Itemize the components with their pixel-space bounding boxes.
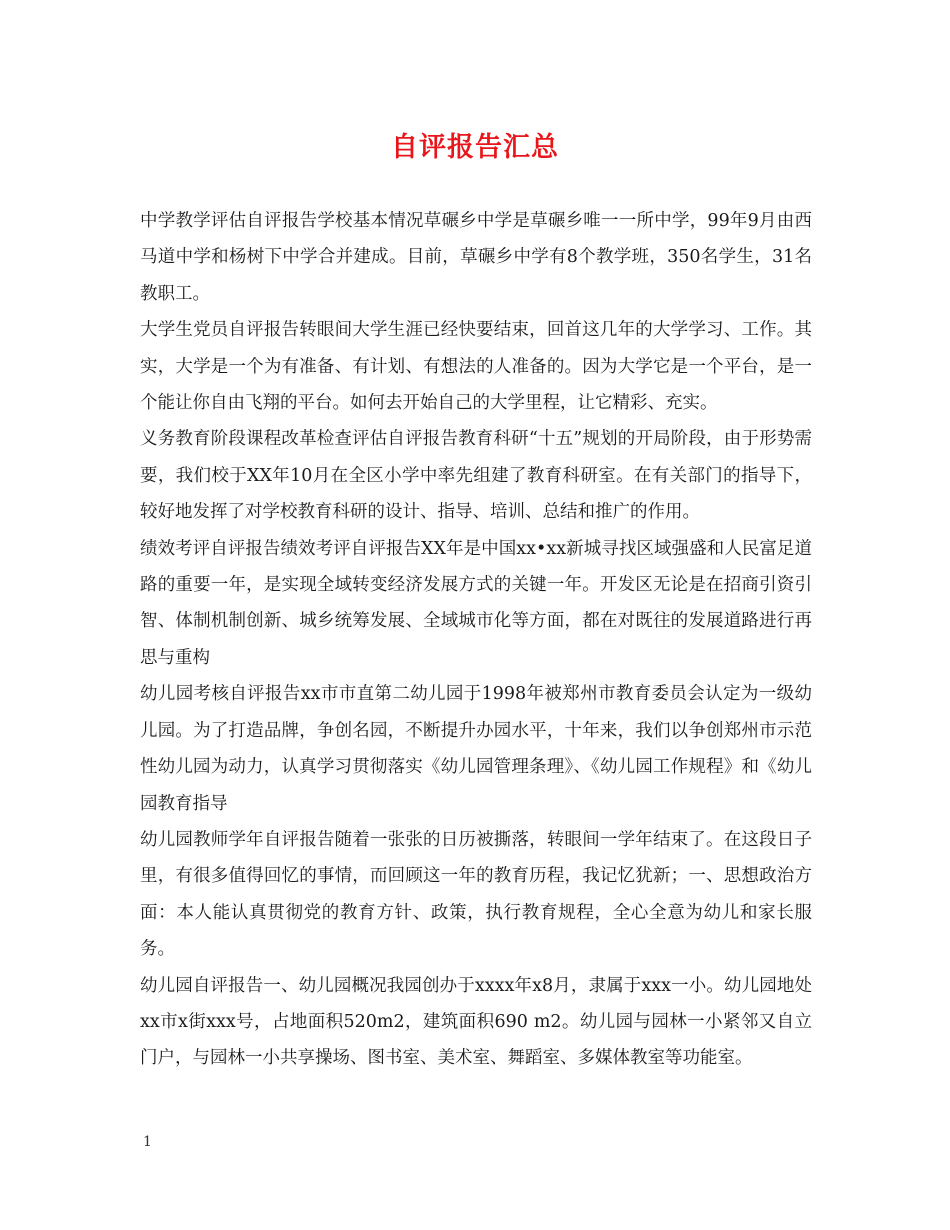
paragraph-kindergarten-assessment: 幼儿园考核自评报告xx市市直第二幼儿园于1998年被郑州市教育委员会认定为一级幼儿园。为了打造品牌，争创名园，不断提升办园水平，十年来，我们以争创郑州市示范性幼儿园为动力，认真学习贯彻落实《幼儿园管理条理》、《幼儿园工作规程》和《幼儿园教育指导 bbox=[140, 684, 812, 814]
document-body bbox=[140, 203, 812, 1077]
paragraph-student-party-member: 大学生党员自评报告转眼间大学生涯已经快要结束，回首这几年的大学学习、工作。其实，大学是一个为有准备、有计划、有想法的人准备的。因为大学它是一个平台，是一个能让你自由飞翔的平台。如何去开始自己的大学里程，让它精彩、充实。 bbox=[140, 320, 812, 414]
page-number: 1 bbox=[143, 1134, 152, 1150]
document-title: 自评报告汇总 bbox=[391, 132, 559, 163]
paragraph-curriculum-reform: 义务教育阶段课程改革检查评估自评报告教育科研“十五”规划的开局阶段，由于形势需要，我们校于XX年10月在全区小学中率先组建了教育科研室。在有关部门的指导下，较好地发挥了对学校教育科研的设计、指导、培训、总结和推广的作用。 bbox=[140, 429, 812, 523]
paragraph-middle-school-evaluation: 中学教学评估自评报告学校基本情况草碾乡中学是草碾乡唯一一所中学，99年9月由西马道中学和杨树下中学合并建成。目前，草碾乡中学有8个教学班，350名学生，31名教职工。 bbox=[140, 211, 812, 304]
paragraph-performance-evaluation: 绩效考评自评报告绩效考评自评报告XX年是中国xx•xx新城寻找区域强盛和人民富足道路的重要一年，是实现全域转变经济发展方式的关键一年。开发区无论是在招商引资引智、体制机制创新、城乡统筹发展、全域城市化等方面，都在对既往的发展道路进行再思与重构 bbox=[140, 538, 812, 668]
paragraph-kindergarten-teacher: 幼儿园教师学年自评报告随着一张张的日历被撕落，转眼间一学年结束了。在这段日子里，有很多值得回忆的事情，而回顾这一年的教育历程，我记忆犹新；一、思想政治方面：本人能认真贯彻党的教育方针、政策，执行教育规程，全心全意为幼儿和家长服务。 bbox=[140, 829, 812, 960]
paragraph-kindergarten-overview: 幼儿园自评报告一、幼儿园概况我园创办于xxxx年x8月，隶属于xxx一小。幼儿园地处xx市x街xxx号，占地面积520m2，建筑面积690 m2。幼儿园与园林一小紧邻又自立门户，与园林一小共享操场、图书室、美术室、舞蹈室、多媒体教室等功能室。 bbox=[140, 975, 812, 1069]
